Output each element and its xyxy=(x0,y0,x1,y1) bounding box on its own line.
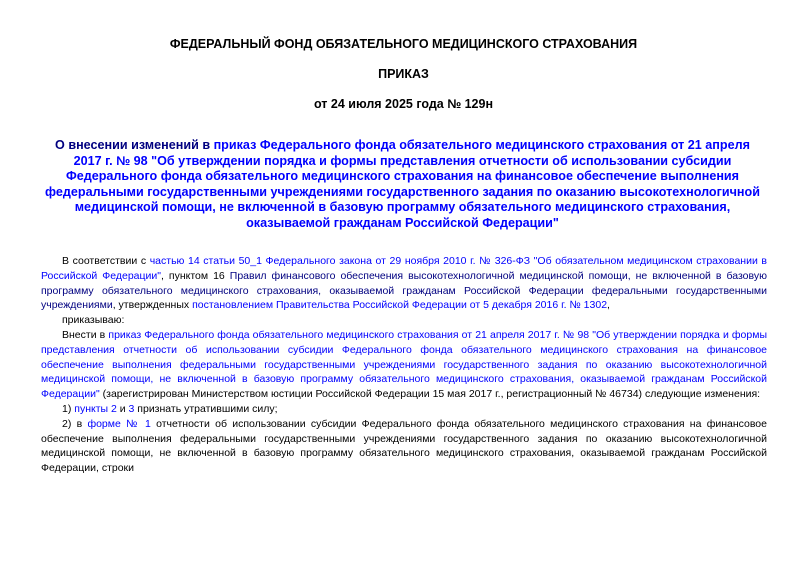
text-fragment: Внести в xyxy=(62,328,109,341)
text-fragment: признать утратившими силу; xyxy=(134,402,278,415)
paragraph-item-2 xyxy=(41,417,767,476)
document-date-number: от 24 июля 2025 года № 129н xyxy=(313,97,494,111)
link-order-98[interactable]: приказ Федерального фонда обязательного медицинского страхования от 21 апреля 2017 г. № 98 "Об утверждении порядка и формы представления отчетности об использовании субсидии Федерального фонда обязательного медицинского страхования на финансовое обеспечение выполнения федеральными государственными учреждениями государственного задания по оказанию высокотехнологичной медицинской помощи, не включенной в базовую программу обязательного медицинского страхования, оказываемой гражданам Российской Федерации" xyxy=(41,328,768,401)
link-form-1[interactable]: форме № 1 xyxy=(87,417,151,430)
text-fragment: и xyxy=(116,402,129,415)
text-fragment: 1) xyxy=(62,402,75,415)
document-body xyxy=(41,254,767,476)
document-title xyxy=(40,138,765,231)
paragraph-item-1 xyxy=(41,402,767,417)
document-kind-heading: ПРИКАЗ xyxy=(378,67,429,81)
paragraph-basis xyxy=(41,254,767,313)
text-fragment: , пунктом 16 xyxy=(160,269,230,282)
link-clause-2[interactable]: пункты 2 xyxy=(74,402,117,415)
paragraph-order-word: приказываю: xyxy=(62,314,125,327)
text-fragment: 2) в xyxy=(62,417,88,430)
text-fragment: , утвержденных xyxy=(112,299,193,312)
link-federal-law-326[interactable]: частью 14 статьи 50_1 Федерального закона от 29 ноября 2010 г. № 326-ФЗ "Об обязательном медицинском страховании в Российской Федерации" xyxy=(41,255,767,282)
title-order-link[interactable]: приказ Федерального фонда обязательного медицинского страхования от 21 апреля 2017 г. № 98 "Об утверждении порядка и формы представления отчетности об использовании субсидии Федерального фонда обязательного медицинского страхования на финансовое обеспечение выполнения федеральными государственными учреждениями государственного задания по оказанию высокотехнологичной медицинской помощи, не включенной в базовую программу обязательного медицинского страхования, оказываемой гражданам Российской Федерации" xyxy=(45,138,760,230)
text-fragment: отчетности об использовании субсидии Федерального фонда обязательного медицинского страхования на финансовое обеспечение выполнения федеральными государственными учреждениями государственного задания по оказанию высокотехнологичной медицинской помощи, не включенной в базовую программу обязательного медицинского страхования, оказываемой гражданам Российской Федерации, строки xyxy=(41,417,767,475)
text-fragment: (зарегистрирован Министерством юстиции Российской Федерации 15 мая 2017 г., регистрационный № 46734) следующие изменения: xyxy=(99,388,761,401)
organization-heading: ФЕДЕРАЛЬНЫЙ ФОНД ОБЯЗАТЕЛЬНОГО МЕДИЦИНСКОГО СТРАХОВАНИЯ xyxy=(169,37,638,51)
link-government-resolution-1302[interactable]: постановлением Правительства Российской Федерации от 5 декабря 2016 г. № 1302 xyxy=(192,299,608,312)
text-fragment: В соответствии с xyxy=(62,255,150,267)
title-prefix: О внесении изменений в xyxy=(55,138,214,152)
paragraph-amendments-intro xyxy=(41,328,767,402)
link-clause-3[interactable]: 3 xyxy=(128,402,135,415)
link-financing-rules[interactable]: Правил финансового обеспечения высокотехнологичной медицинской помощи, не включенной в базовую программу обязательного медицинского страхования, оказываемой гражданам Российской Федерации федеральными государственными учреждениями xyxy=(41,269,767,312)
text-fragment: , xyxy=(607,299,610,312)
